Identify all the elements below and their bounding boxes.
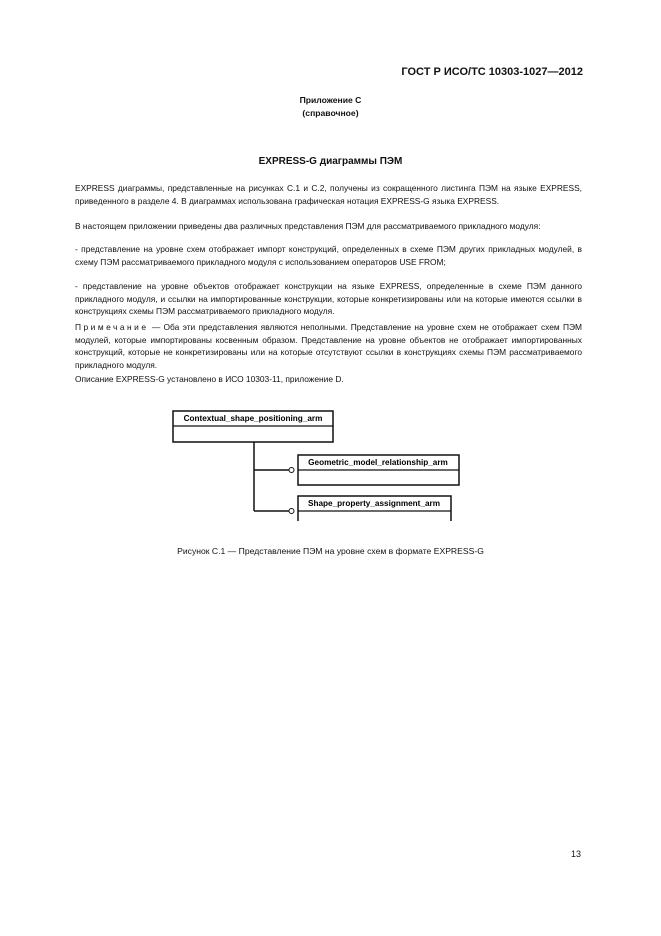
figure-caption: Рисунок С.1 — Представление ПЭМ на уровне схем в формате EXPRESS-G [177, 546, 484, 556]
main-schema-box [173, 411, 333, 442]
connector-circle-2 [289, 509, 294, 514]
schema-2-label: Shape_property_assignment_arm [308, 499, 440, 508]
list-item-entity-level-text: - представление на уровне объектов отображает конструкции на языке EXPRESS, определенные в схеме ПЭМ данного прикладного модуля, и ссылки на импортированные конструкции, которые конкретизированы или на которые имеются ссылки в конструкциях схемы ПЭМ рассматриваемого прикладного модуля. [75, 281, 582, 316]
schema-1-label: Geometric_model_relationship_arm [308, 458, 448, 467]
connector-circle-1 [289, 468, 294, 473]
paragraph-reference [75, 373, 582, 387]
note-label: Примечание [75, 322, 149, 332]
note-paragraph [75, 321, 582, 372]
paragraph-reference-text: Описание EXPRESS-G установлено в ИСО 10303-11, приложение D. [75, 374, 344, 384]
page-number: 13 [570, 849, 581, 859]
appendix-subtitle: (справочное) [302, 108, 359, 118]
connector-lines [254, 442, 294, 514]
schema-box-shape-property [298, 496, 451, 521]
paragraph-intro-text: EXPRESS диаграммы, представленные на рисунках С.1 и С.2, получены из сокращенного листинга ПЭМ на языке EXPRESS, приведенного в разделе 4. В диаграммах использована графическая нотация EXPRESS-G языка EXPRESS. [75, 183, 582, 206]
main-schema-label: Contextual_shape_positioning_arm [183, 414, 323, 423]
paragraph-representations [75, 220, 582, 234]
list-item-schema-level [75, 243, 582, 269]
express-g-diagram [150, 409, 470, 521]
paragraph-representations-text: В настоящем приложении приведены два различных представления ПЭМ для рассматриваемого прикладного модуля: [75, 221, 541, 231]
appendix-title: Приложение С [299, 95, 362, 105]
section-title: EXPRESS-G диаграммы ПЭМ [258, 156, 403, 167]
note-text: — Оба эти представления являются неполными. Представление на уровне схем не отображает схем ПЭМ модулей, которые импортированы косвенным образом. Представление на уровне объектов не отображает импортированных конструкций, которые не конкретизированы или на которые отсутствуют ссылки в конструкциях схемы ПЭМ рассматриваемого прикладного модуля. [75, 322, 582, 370]
document-code: ГОСТ Р ИСО/ТС 10303-1027—2012 [401, 66, 583, 78]
list-item-schema-level-text: - представление на уровне схем отображает импорт конструкций, определенных в схеме ПЭМ других прикладных модулей, в схему ПЭМ рассматриваемого прикладного модуля с использованием операторов USE FROM; [75, 244, 582, 267]
paragraph-intro [75, 182, 582, 208]
schema-box-geometric-model [298, 455, 459, 485]
list-item-entity-level [75, 280, 582, 319]
